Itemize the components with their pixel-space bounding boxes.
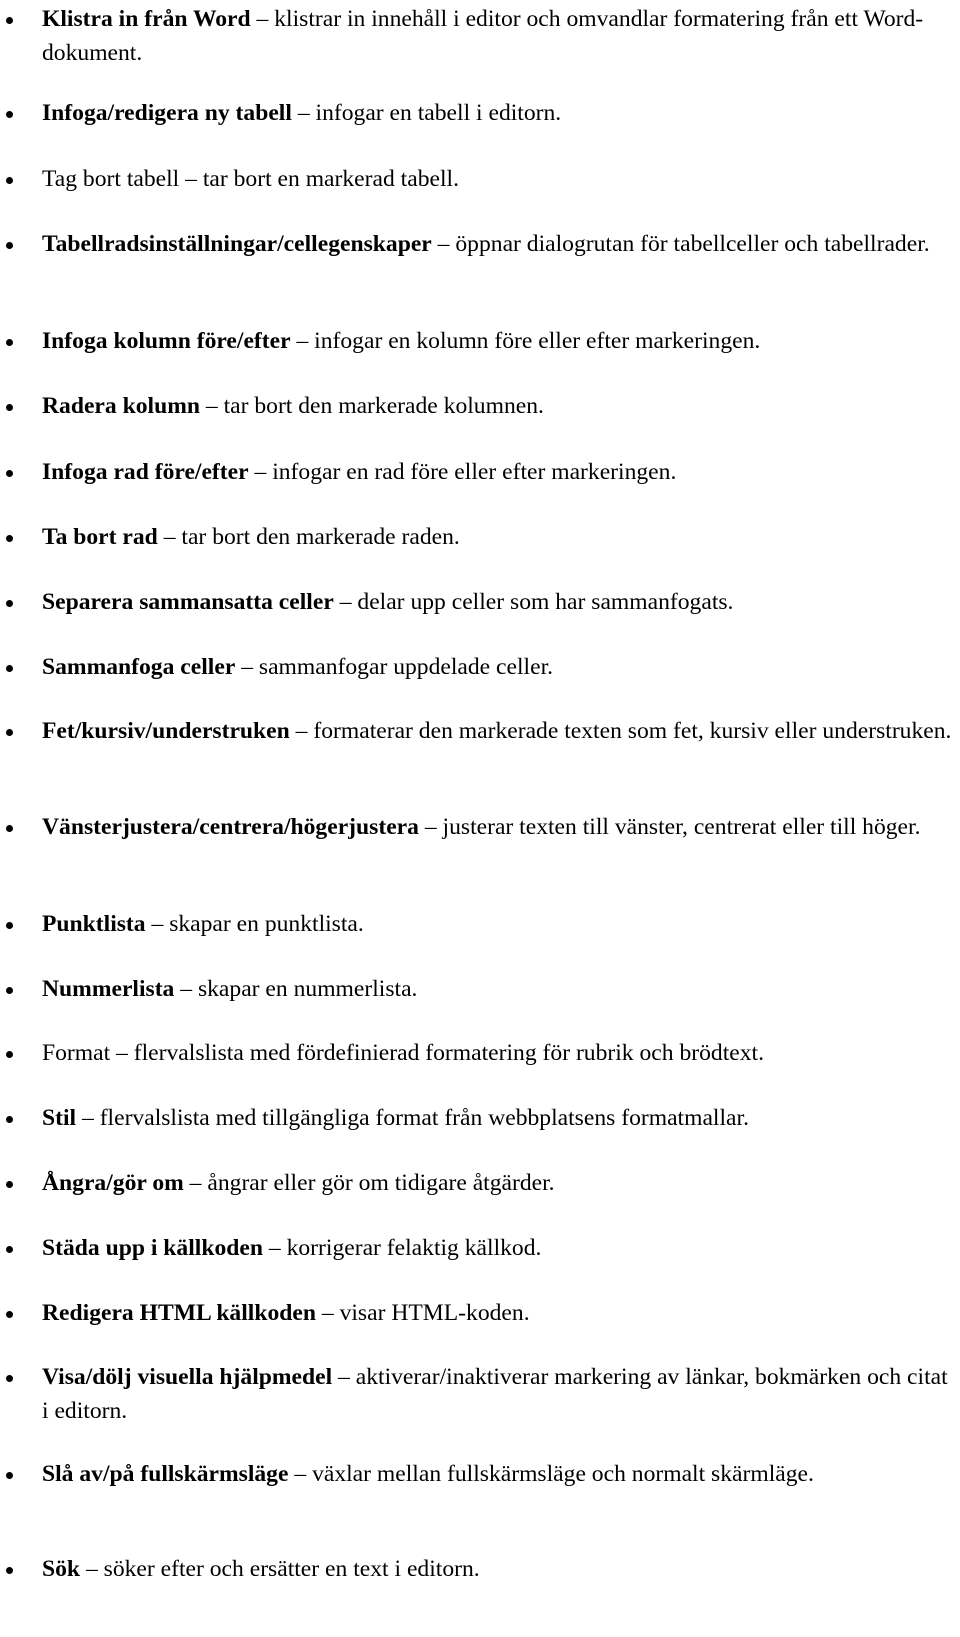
item-description: – klistrar in innehåll i editor och omvandlar formatering från ett Word-dokument. [42, 6, 924, 66]
list-item-text [42, 1360, 952, 1428]
item-term: Visa/dölj visuella hjälpmedel [42, 1364, 333, 1390]
item-description: – ångrar eller gör om tidigare åtgärder. [183, 1170, 555, 1196]
bullet-icon [6, 1375, 13, 1382]
item-description: – sammanfogar uppdelade celler. [235, 654, 554, 680]
item-term: Städa upp i källkoden [42, 1235, 263, 1261]
bullet-icon [6, 1181, 13, 1188]
item-description: – söker efter och ersätter en text i editorn. [80, 1556, 480, 1582]
bullet-icon [6, 535, 13, 542]
item-term: Tabellradsinställningar/cellegenskaper [42, 231, 432, 257]
list-item-text [42, 227, 952, 261]
item-term: Radera kolumn [42, 393, 200, 419]
list-item-text [42, 1036, 952, 1070]
list-item-text [42, 1552, 952, 1586]
list-item-text [42, 714, 952, 748]
item-description: – korrigerar felaktig källkod. [262, 1235, 542, 1261]
item-term: Vänsterjustera/centrera/högerjustera [42, 814, 419, 840]
item-description: – visar HTML-koden. [315, 1300, 530, 1326]
item-description: Format – flervalslista med fördefinierad formatering för rubrik och brödtext. [42, 1040, 764, 1066]
item-term: Infoga kolumn före/efter [42, 328, 291, 354]
item-description: Tag bort tabell – tar bort en markerad tabell. [42, 166, 459, 192]
bullet-icon [6, 111, 13, 118]
list-item-text [42, 585, 952, 619]
list-item-text [42, 907, 952, 941]
item-description: – justerar texten till vänster, centrerat eller till höger. [418, 814, 921, 840]
item-term: Infoga rad före/efter [42, 459, 249, 485]
list-item-text [42, 972, 952, 1006]
list-item-text [42, 520, 952, 554]
bullet-icon [6, 1051, 13, 1058]
bullet-icon [6, 404, 13, 411]
list-item-text [42, 389, 952, 423]
item-term: Sammanfoga celler [42, 654, 236, 680]
item-description: – infogar en kolumn före eller efter markeringen. [290, 328, 761, 354]
item-term: Redigera HTML källkoden [42, 1300, 316, 1326]
item-description: – infogar en rad före eller efter markeringen. [248, 459, 677, 485]
list-item-text [42, 650, 952, 684]
item-term: Sök [42, 1556, 81, 1582]
list-item-text [42, 455, 952, 489]
bullet-icon [6, 177, 13, 184]
bullet-icon [6, 665, 13, 672]
bullet-icon [6, 825, 13, 832]
list-item-text [42, 1166, 952, 1200]
item-description: – flervalslista med tillgängliga format från webbplatsens formatmallar. [76, 1105, 749, 1131]
item-description: – tar bort den markerade kolumnen. [199, 393, 544, 419]
item-description: – skapar en nummerlista. [174, 976, 418, 1002]
bullet-icon [6, 339, 13, 346]
item-term: Separera sammansatta celler [42, 589, 334, 615]
item-term: Stil [42, 1105, 77, 1131]
item-description: – växlar mellan fullskärmsläge och normalt skärmläge. [288, 1461, 814, 1487]
item-term: Klistra in från Word [42, 6, 251, 32]
bullet-icon [6, 1116, 13, 1123]
bullet-icon [6, 600, 13, 607]
list-item-text [42, 1457, 952, 1491]
list-item-text [42, 324, 952, 358]
bullet-icon [6, 17, 13, 24]
list-item-text [42, 1296, 952, 1330]
bullet-icon [6, 242, 13, 249]
list-item-text [42, 810, 952, 844]
item-term: Slå av/på fullskärmsläge [42, 1461, 289, 1487]
item-term: Ångra/gör om [42, 1170, 184, 1196]
list-item-text [42, 96, 952, 130]
item-description: – formaterar den markerade texten som fet, kursiv eller understruken. [289, 718, 952, 744]
bullet-icon [6, 922, 13, 929]
item-term: Infoga/redigera ny tabell [42, 100, 292, 126]
bullet-icon [6, 729, 13, 736]
item-description: – delar upp celler som har sammanfogats. [333, 589, 734, 615]
bullet-icon [6, 1311, 13, 1318]
list-item-text [42, 1231, 952, 1265]
bullet-icon [6, 987, 13, 994]
bullet-icon [6, 1472, 13, 1479]
list-item-text [42, 1101, 952, 1135]
bullet-icon [6, 470, 13, 477]
item-description: – aktiverar/inaktiverar markering av länkar, bokmärken och citat i editorn. [42, 1364, 948, 1424]
list-item-text [42, 2, 952, 70]
item-description: – infogar en tabell i editorn. [291, 100, 562, 126]
item-description: – skapar en punktlista. [145, 911, 364, 937]
bullet-icon [6, 1567, 13, 1574]
item-description: – tar bort den markerade raden. [157, 524, 460, 550]
list-item-text [42, 162, 952, 196]
item-term: Nummerlista [42, 976, 175, 1002]
item-term: Fet/kursiv/understruken [42, 718, 290, 744]
item-term: Ta bort rad [42, 524, 158, 550]
bullet-icon [6, 1246, 13, 1253]
item-term: Punktlista [42, 911, 146, 937]
item-description: – öppnar dialogrutan för tabellceller och tabellrader. [431, 231, 930, 257]
